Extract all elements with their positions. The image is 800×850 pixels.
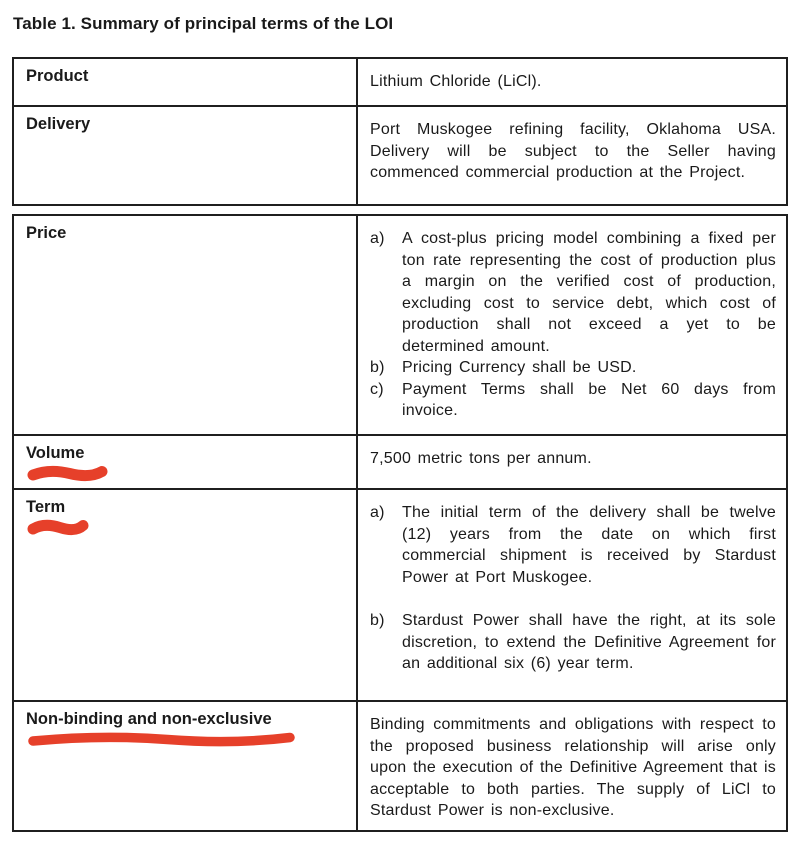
- term-label-cell: [14, 59, 358, 105]
- term-label-cell: [14, 490, 358, 700]
- red-underline-annotation: [26, 464, 110, 482]
- list-item-text: A cost-plus pricing model combining a fixed per ton rate representing the cost of production plus a margin on the verified cost of production, excluding cost to service debt, which cost of production shall not exceed a yet to be determined amount.: [402, 230, 776, 355]
- cell-paragraph: Lithium Chloride (LiCl).: [370, 73, 542, 90]
- list-item-text: Payment Terms shall be Net 60 days from invoice.: [402, 380, 776, 419]
- table-row: [14, 216, 786, 434]
- row-label: Term: [26, 498, 66, 516]
- row-label: Price: [26, 224, 67, 242]
- list-item-marker: c): [370, 380, 384, 398]
- table-section: [12, 57, 788, 206]
- row-label: Volume: [26, 444, 85, 462]
- cell-paragraph: 7,500 metric tons per annum.: [370, 450, 592, 467]
- paragraph-gap: [370, 588, 776, 610]
- term-value-cell: [358, 436, 786, 488]
- term-label-cell: [14, 436, 358, 488]
- term-value-cell: [358, 702, 786, 830]
- list-item-marker: a): [370, 230, 385, 247]
- term-value-cell: [358, 490, 786, 700]
- list-item-marker: b): [370, 612, 385, 629]
- cell-paragraph: Binding commitments and obligations with respect to the proposed business relationship will arise only upon the execution of the Definitive Agreement that is acceptable to both parties. The supply of LiCl to Stardust Power is non-exclusive.: [370, 716, 776, 819]
- table-row: [14, 488, 786, 700]
- row-label: Delivery: [26, 115, 91, 133]
- term-label-cell: [14, 107, 358, 204]
- row-label: Non-binding and non-exclusive: [26, 710, 272, 728]
- list-item-marker: a): [370, 504, 385, 521]
- term-value-cell: [358, 107, 786, 204]
- table-caption: Table 1. Summary of principal terms of the LOI: [13, 14, 394, 33]
- row-label: Product: [26, 67, 89, 85]
- table-row: [14, 434, 786, 488]
- list-item-text: Stardust Power shall have the right, at its sole discretion, to extend the Definitive Agreement for an additional six (6) year term.: [402, 612, 776, 672]
- loi-terms-table: [12, 57, 788, 832]
- red-underline-annotation: [26, 518, 91, 536]
- table-row: [14, 105, 786, 204]
- red-underline-annotation: [26, 730, 298, 748]
- lettered-list-item: [370, 610, 776, 675]
- term-value-cell: [358, 59, 786, 105]
- table-row: [14, 59, 786, 105]
- lettered-list-item: [370, 357, 776, 379]
- list-item-marker: b): [370, 359, 385, 376]
- term-value-cell: [358, 216, 786, 434]
- list-item-text: Pricing Currency shall be USD.: [402, 359, 637, 376]
- cell-paragraph: Port Muskogee refining facility, Oklahoma USA. Delivery will be subject to the Seller having commenced commercial production at the Project.: [370, 121, 776, 181]
- lettered-list-item: [370, 502, 776, 588]
- table-section: [12, 214, 788, 832]
- lettered-list-item: [370, 228, 776, 357]
- lettered-list-item: [370, 379, 776, 422]
- table-row: [14, 700, 786, 830]
- term-label-cell: [14, 702, 358, 830]
- term-label-cell: [14, 216, 358, 434]
- list-item-text: The initial term of the delivery shall be twelve (12) years from the date on which first commercial shipment is received by Stardust Power at Port Muskogee.: [402, 504, 776, 586]
